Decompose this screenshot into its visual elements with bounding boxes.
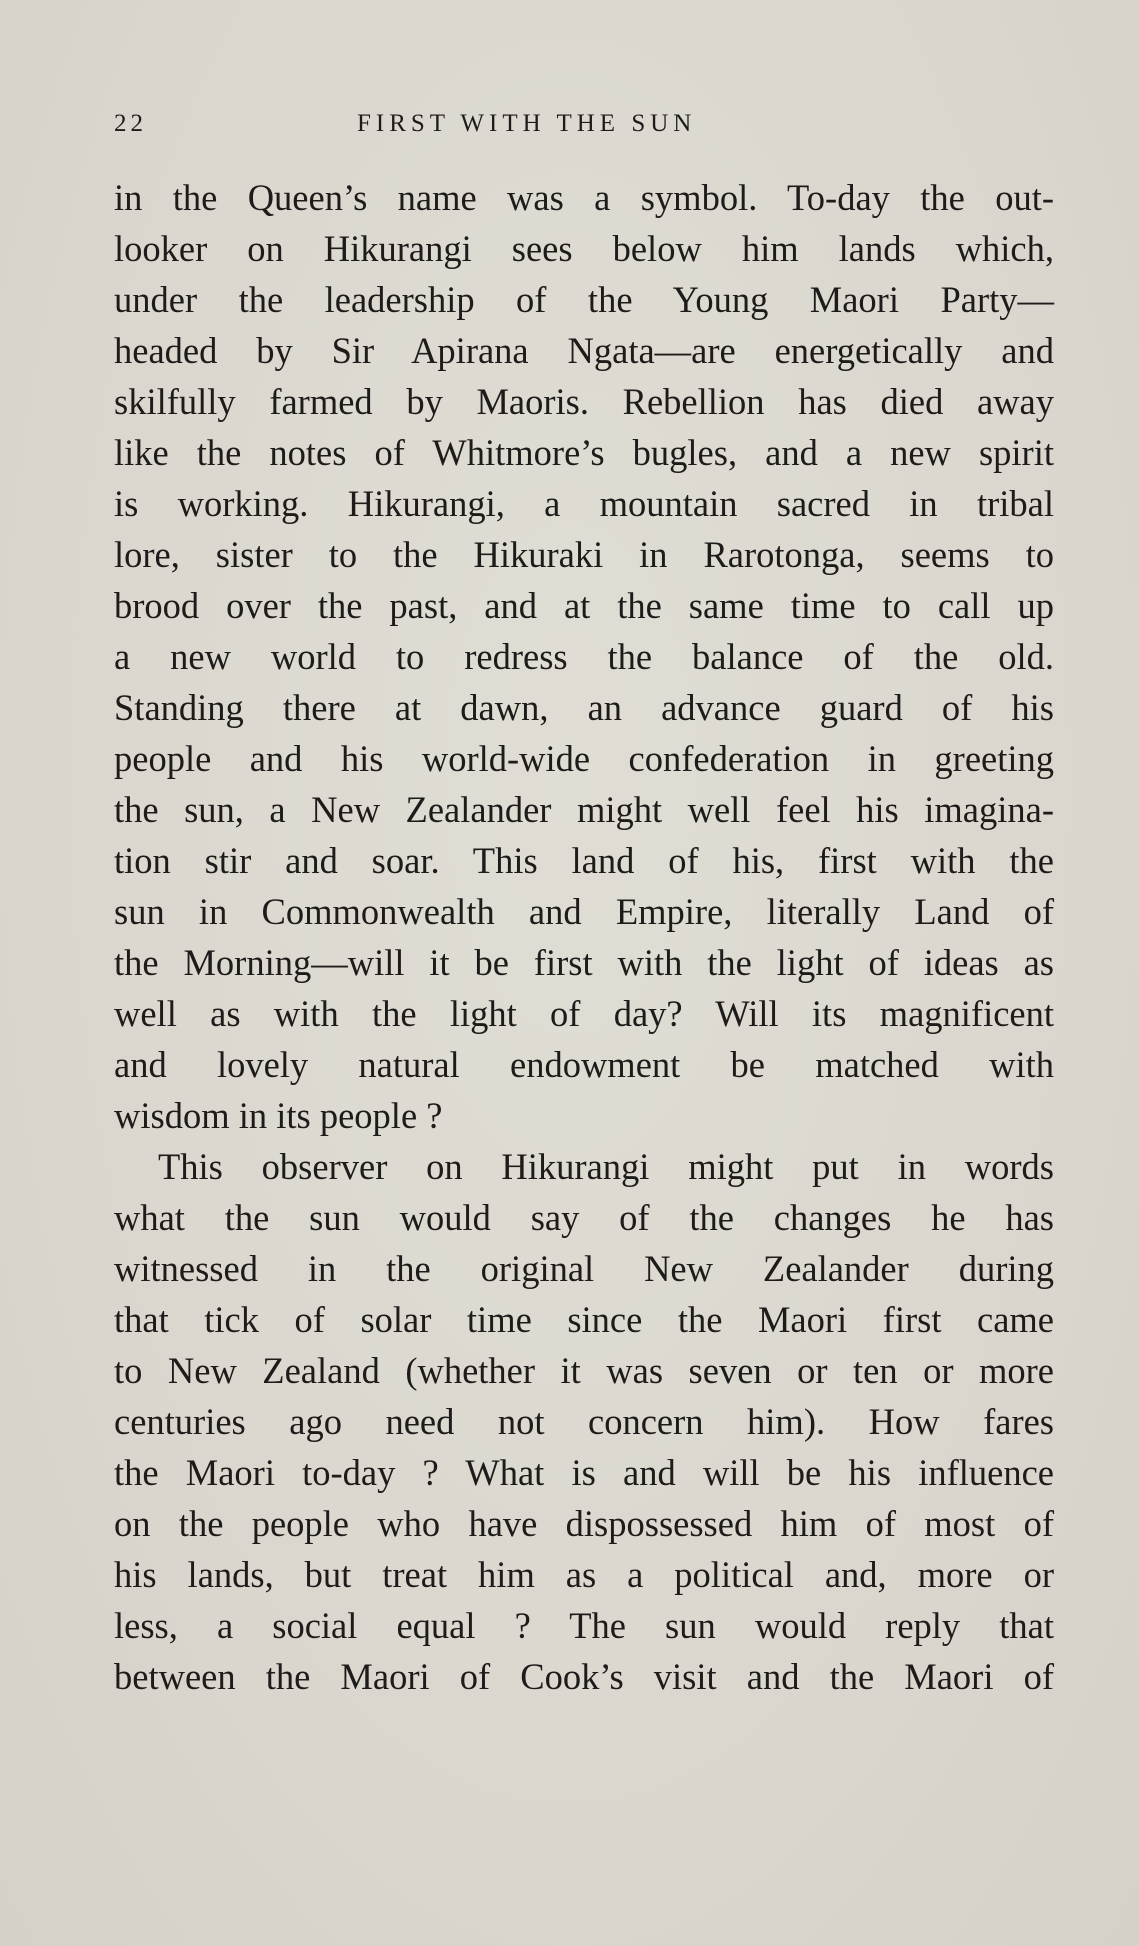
text-line: Standing there at dawn, an advance guard of his bbox=[114, 687, 1054, 728]
page-number: 22 bbox=[114, 110, 147, 137]
text-line: on the people who have dispossessed him of most of bbox=[114, 1503, 1054, 1544]
body-text bbox=[114, 172, 1054, 1702]
page-header bbox=[114, 110, 1054, 150]
text-line: tion stir and soar. This land of his, first with the bbox=[114, 840, 1054, 881]
text-line: skilfully farmed by Maoris. Rebellion has died away bbox=[114, 381, 1054, 422]
text-line: witnessed in the original New Zealander during bbox=[114, 1248, 1054, 1289]
text-line: that tick of solar time since the Maori first came bbox=[114, 1299, 1054, 1340]
text-line: a new world to redress the balance of the old. bbox=[114, 636, 1054, 677]
text-line: This observer on Hikurangi might put in words bbox=[158, 1146, 1054, 1187]
text-line: brood over the past, and at the same time to call up bbox=[114, 585, 1054, 626]
text-line: to New Zealand (whether it was seven or ten or more bbox=[114, 1350, 1054, 1391]
text-line: centuries ago need not concern him). How fares bbox=[114, 1401, 1054, 1442]
text-line: the Morning—will it be first with the light of ideas as bbox=[114, 942, 1054, 983]
text-line: between the Maori of Cook’s visit and the Maori of bbox=[114, 1656, 1054, 1697]
text-line: headed by Sir Apirana Ngata—are energetically and bbox=[114, 330, 1054, 371]
text-line: what the sun would say of the changes he has bbox=[114, 1197, 1054, 1238]
paragraph-2 bbox=[114, 1141, 1054, 1702]
paragraph-1 bbox=[114, 172, 1054, 1141]
text-line: is working. Hikurangi, a mountain sacred in tribal bbox=[114, 483, 1054, 524]
text-line: the sun, a New Zealander might well feel his imagina- bbox=[114, 789, 1054, 830]
text-line: lore, sister to the Hikuraki in Rarotonga, seems to bbox=[114, 534, 1054, 575]
text-line: less, a social equal ? The sun would reply that bbox=[114, 1605, 1054, 1646]
text-line: well as with the light of day? Will its magnificent bbox=[114, 993, 1054, 1034]
text-line: sun in Commonwealth and Empire, literally Land of bbox=[114, 891, 1054, 932]
text-line: looker on Hikurangi sees below him lands which, bbox=[114, 228, 1054, 269]
text-line: like the notes of Whitmore’s bugles, and a new spirit bbox=[114, 432, 1054, 473]
text-line: under the leadership of the Young Maori Party— bbox=[114, 279, 1054, 320]
text-line: people and his world-wide confederation in greeting bbox=[114, 738, 1054, 779]
text-line: the Maori to-day ? What is and will be his influence bbox=[114, 1452, 1054, 1493]
text-line: his lands, but treat him as a political and, more or bbox=[114, 1554, 1054, 1595]
text-line: and lovely natural endowment be matched with bbox=[114, 1044, 1054, 1085]
running-head: FIRST WITH THE SUN bbox=[357, 110, 697, 137]
text-line: wisdom in its people ? bbox=[114, 1095, 443, 1136]
text-line: in the Queen’s name was a symbol. To-day the out- bbox=[114, 177, 1054, 218]
